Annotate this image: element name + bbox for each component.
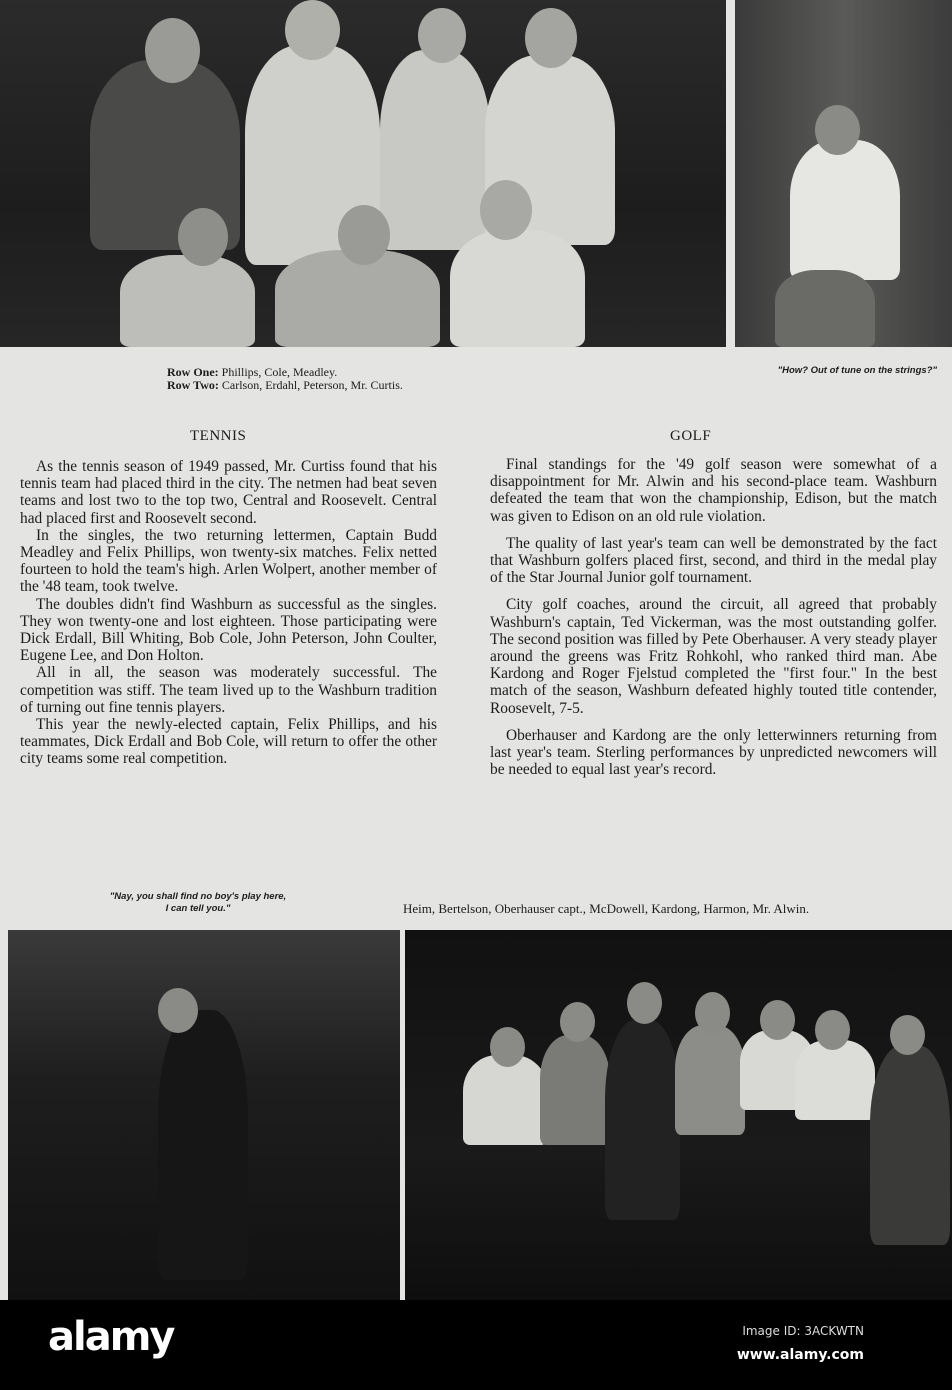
row-two-names: Carlson, Erdahl, Peterson, Mr. Curtis.	[218, 378, 403, 392]
golf-paragraph: City golf coaches, around the circuit, all agreed that probably Washburn's captain, Ted Vickerman, was the most outstanding golfer. The second position was filled by Pete Oberhauser. A very steady player around the greens was Fritz Rohkohl, who ranked third man. Abe Kardong and Roger Fjelstud completed the "first four." In the best match of the season, Washburn defeated highly touted title contender, Roosevelt, 7-5.	[490, 596, 937, 717]
image-id: Image ID: 3ACKWTN	[742, 1324, 864, 1338]
golf-team-photo	[405, 930, 952, 1300]
tennis-player-photo	[735, 0, 952, 347]
tennis-article	[20, 458, 437, 768]
quote-line: I can tell you."	[165, 903, 231, 914]
tennis-paragraph: In the singles, the two returning lettermen, Captain Budd Meadley and Felix Phillips, won twenty-six matches. Felix netted fourteen to hold the team's high. Arlen Wolpert, another member of the '48 team, took twelve.	[20, 526, 437, 596]
tennis-player-quote: "How? Out of tune on the strings?"	[777, 365, 937, 376]
golf-swing-quote	[68, 891, 328, 915]
row-one-label: Row One:	[167, 365, 219, 379]
tennis-paragraph: This year the newly-elected captain, Felix Phillips, and his teammates, Dick Erdall and Bob Cole, will return to offer the other city teams some real competition.	[20, 716, 437, 768]
tennis-team-photo	[0, 0, 726, 347]
tennis-paragraph: All in all, the season was moderately successful. The competition was stiff. The team lived up to the Washburn tradition of turning out fine tennis players.	[20, 664, 437, 716]
tennis-paragraph: As the tennis season of 1949 passed, Mr. Curtiss found that his tennis team had placed third in the city. The netmen had beat seven teams and lost two to the top two, Central and Roosevelt. Central had placed first and Roosevelt second.	[20, 458, 437, 527]
tennis-team-caption	[167, 366, 403, 392]
golf-swing-photo	[8, 930, 400, 1300]
tennis-heading: TENNIS	[190, 428, 247, 444]
alamy-logo: alamy	[48, 1314, 174, 1360]
row-one-names: Phillips, Cole, Meadley.	[218, 365, 338, 379]
watermark-footer	[0, 1300, 952, 1390]
golf-paragraph: The quality of last year's team can well be demonstrated by the fact that Washburn golfers placed first, second, and third in the medal play of the Star Journal Junior golf tournament.	[490, 534, 937, 587]
golf-article	[490, 456, 937, 788]
golf-paragraph: Oberhauser and Kardong are the only letterwinners returning from last year's team. Sterling performances by unpredicted newcomers will be needed to equal last year's record.	[490, 726, 937, 779]
golf-paragraph: Final standings for the '49 golf season were somewhat of a disappointment for Mr. Alwin and his second-place team. Washburn defeated the team that won the championship, Edison, but the match was given to Edison on an old rule violation.	[490, 456, 937, 525]
golf-team-caption: Heim, Bertelson, Oberhauser capt., McDowell, Kardong, Harmon, Mr. Alwin.	[403, 901, 810, 916]
quote-line: "Nay, you shall find no boy's play here,	[109, 891, 287, 902]
row-two-label: Row Two:	[167, 378, 219, 392]
tennis-paragraph: The doubles didn't find Washburn as successful as the singles. They won twenty-one and lost eighteen. Those participating were Dick Erdall, Bill Whiting, Bob Cole, John Peterson, John Coulter, Eugene Lee, and Don Holton.	[20, 595, 437, 665]
golf-heading: GOLF	[670, 428, 712, 444]
site-url: www.alamy.com	[736, 1347, 864, 1363]
